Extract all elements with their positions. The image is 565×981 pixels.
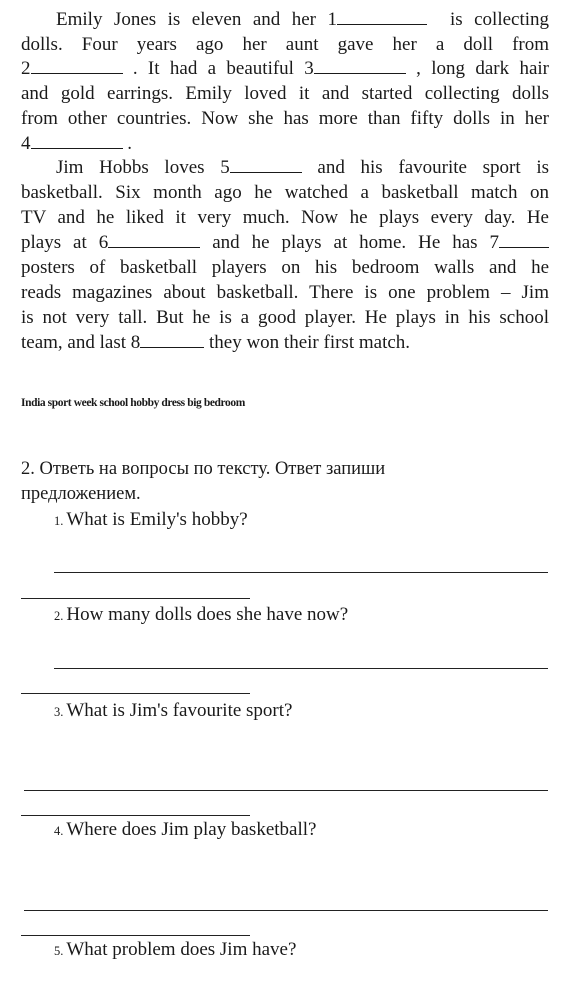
answer-line[interactable] — [24, 910, 548, 911]
story-line-text: . — [127, 133, 132, 154]
story-line — [21, 132, 549, 157]
question-3 — [54, 699, 292, 724]
story-line-text: posters of basketball players on his bedroom walls and he — [21, 257, 549, 278]
fill-in-blank[interactable] — [31, 133, 123, 149]
story-line-text: . It had a beautiful 3 — [132, 58, 314, 79]
story-line — [21, 33, 549, 58]
story-line — [21, 82, 549, 107]
answer-line[interactable] — [21, 935, 250, 936]
story-line — [21, 206, 549, 231]
story-line — [21, 107, 549, 132]
story-line — [21, 57, 549, 82]
question-number: 4. — [54, 824, 64, 838]
answer-line[interactable] — [21, 598, 250, 599]
story-line — [21, 256, 549, 281]
question-text: How many dolls does she have now? — [66, 604, 349, 625]
story-line-text: TV and he liked it very much. Now he plays every day. He — [21, 207, 549, 228]
question-5 — [54, 938, 296, 963]
question-1 — [54, 508, 248, 533]
question-text: What problem does Jim have? — [66, 939, 297, 960]
fill-in-blank[interactable] — [314, 58, 406, 74]
story-line-text: , long dark hair — [416, 58, 550, 79]
story-line-text: they won their first match. — [209, 332, 411, 353]
story-line — [21, 181, 549, 206]
story-line-text: basketball. Six month ago he watched a basketball match on — [21, 182, 549, 203]
story-line-text: and gold earrings. Emily loved it and started collecting dolls — [21, 83, 549, 104]
answer-line[interactable] — [24, 790, 548, 791]
story-line-text: team, and last 8 — [21, 332, 141, 353]
story-line-text: Emily Jones is eleven and her 1 — [56, 9, 337, 30]
question-number: 3. — [54, 705, 64, 719]
word-bank: India sport week school hobby dress big bedroom — [21, 397, 245, 409]
fill-in-blank[interactable] — [499, 232, 549, 248]
story-line-text: Jim Hobbs loves 5 — [56, 157, 230, 178]
fill-in-blank[interactable] — [140, 332, 204, 348]
question-text: Where does Jim play basketball? — [66, 819, 317, 840]
story-line-text: 4 — [21, 133, 31, 154]
task-2-title: 2. Ответь на вопросы по тексту. Ответ запиши — [21, 459, 386, 479]
story-line-text: and his favourite sport is — [317, 157, 549, 178]
fill-in-blank[interactable] — [31, 58, 123, 74]
story-line — [21, 306, 549, 331]
story-line-text: plays at 6 — [21, 232, 109, 253]
task-2-title-cont: предложением. — [21, 484, 141, 504]
question-text: What is Jim's favourite sport? — [66, 700, 293, 721]
fill-in-blank[interactable] — [230, 157, 302, 173]
fill-in-blank[interactable] — [337, 9, 427, 25]
story-line — [21, 231, 549, 256]
question-text: What is Emily's hobby? — [66, 509, 248, 530]
question-number: 2. — [54, 609, 64, 623]
question-number: 5. — [54, 944, 64, 958]
story-line-text: dolls. Four years ago her aunt gave her a doll from — [21, 34, 549, 55]
story-line — [56, 8, 549, 33]
story-line — [21, 331, 549, 356]
fill-in-blank[interactable] — [108, 232, 200, 248]
answer-line[interactable] — [21, 693, 250, 694]
question-2 — [54, 603, 348, 628]
question-4 — [54, 818, 316, 843]
story-line-text: reads magazines about basketball. There is one problem – Jim — [21, 282, 549, 303]
answer-line[interactable] — [54, 668, 548, 669]
answer-line[interactable] — [21, 815, 250, 816]
story-line-text: is not very tall. But he is a good player. He plays in his school — [21, 307, 549, 328]
story-line-text: 2 — [21, 58, 31, 79]
question-number: 1. — [54, 514, 64, 528]
answer-line[interactable] — [54, 572, 548, 573]
story-line-text: from other countries. Now she has more than fifty dolls in her — [21, 108, 549, 129]
story-line-text: and he plays at home. He has 7 — [212, 232, 499, 253]
story-line — [56, 156, 549, 181]
story-line — [21, 281, 549, 306]
story-line-text: is collecting — [449, 9, 550, 30]
